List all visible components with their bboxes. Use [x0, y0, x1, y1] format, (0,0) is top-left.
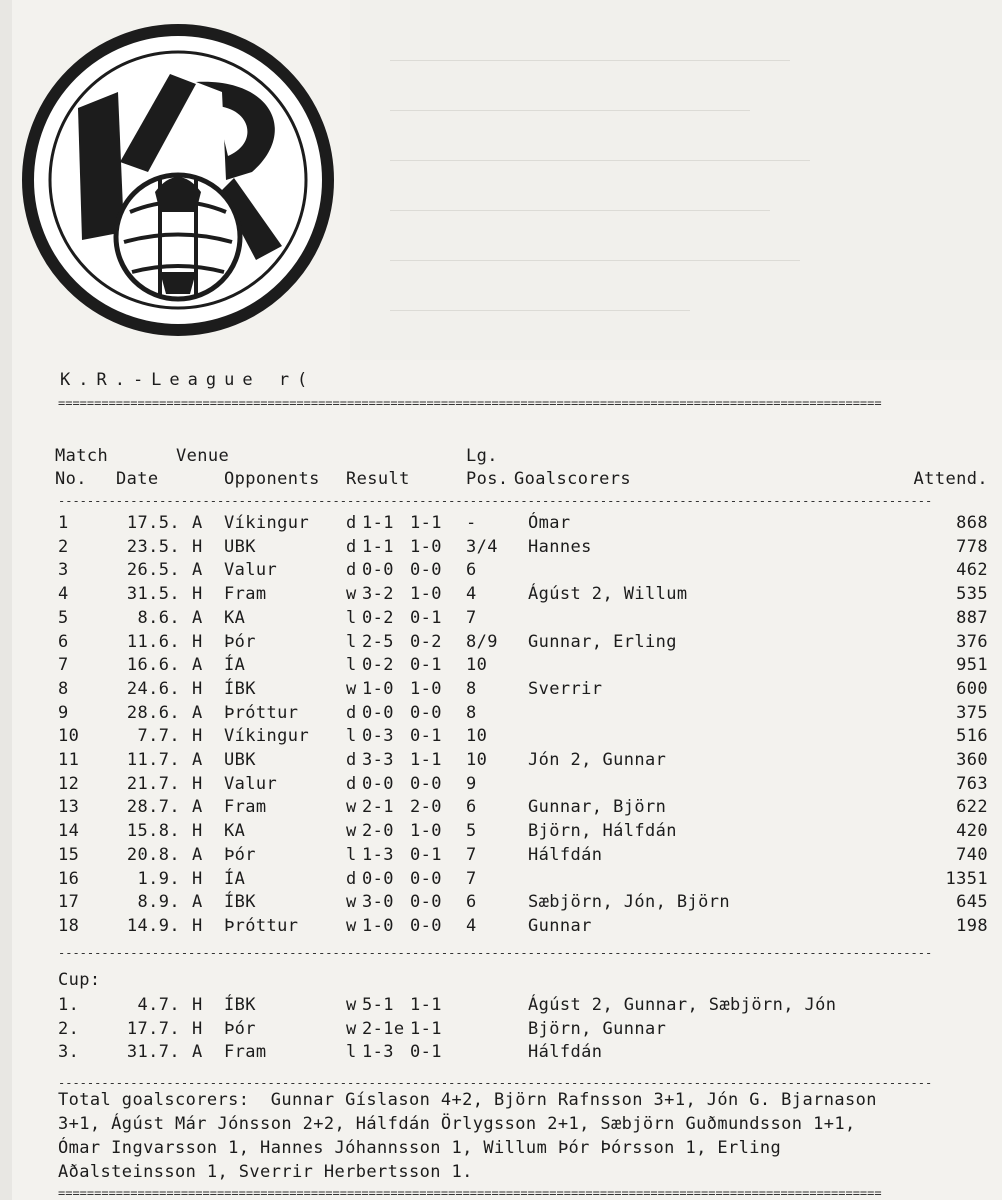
match-date: 24.6.	[126, 678, 180, 699]
attendance: 375	[956, 702, 988, 723]
goalscorers: Björn, Hálfdán	[528, 821, 677, 842]
match-date: 26.5.	[126, 560, 180, 581]
league-position: 10	[466, 726, 488, 747]
venue-code: H	[192, 995, 203, 1015]
attendance: 462	[956, 560, 988, 581]
result-code: w	[346, 584, 357, 605]
venue-code: H	[192, 1018, 203, 1039]
venue-code: H	[192, 584, 203, 605]
half-time-score: 1-1	[410, 1018, 442, 1039]
full-time-score: 5-1	[362, 995, 394, 1015]
league-position: 7	[466, 868, 477, 889]
venue-code: A	[192, 655, 203, 676]
full-time-score: 1-3	[362, 1042, 394, 1062]
match-date: 1.9.	[137, 868, 180, 889]
match-date: 15.8.	[126, 821, 180, 842]
match-date: 11.7.	[126, 750, 180, 770]
match-number: 15	[58, 844, 80, 865]
full-time-score: 0-2	[362, 655, 394, 676]
match-date: 31.5.	[126, 584, 180, 605]
league-position: 9	[466, 773, 477, 794]
total-goalscorers-line: Aðalsteinsson 1, Sverrir Herbertsson 1.	[58, 1162, 473, 1182]
half-time-score: 2-0	[410, 797, 442, 818]
half-time-score: 1-0	[410, 584, 442, 605]
opponent-name: Þór	[224, 1018, 256, 1039]
league-position: 8/9	[466, 631, 498, 652]
result-code: d	[346, 702, 357, 723]
match-number: 6	[58, 631, 69, 652]
match-number: 10	[58, 726, 80, 747]
header-goalscorers: Goalscorers	[514, 469, 631, 489]
header-venue: Venue	[176, 446, 230, 466]
page-title: K.R.-League r(	[60, 370, 316, 390]
opponent-name: Þróttur	[224, 702, 299, 723]
match-number: 5	[58, 607, 69, 628]
match-number: 14	[58, 821, 80, 842]
match-number: 2.	[58, 1018, 80, 1039]
header-opponents: Opponents	[224, 469, 320, 489]
full-time-score: 2-5	[362, 631, 394, 652]
venue-code: A	[192, 607, 203, 628]
opponent-name: Víkingur	[224, 513, 310, 533]
match-number: 18	[58, 915, 80, 936]
match-date: 21.7.	[126, 773, 180, 794]
full-time-score: 0-3	[362, 726, 394, 747]
half-time-score: 0-1	[410, 655, 442, 676]
full-time-score: 2-0	[362, 821, 394, 842]
goalscorers: Ágúst 2, Gunnar, Sæbjörn, Jón	[528, 995, 837, 1015]
league-position: -	[466, 513, 477, 533]
result-code: w	[346, 1018, 357, 1039]
result-code: d	[346, 536, 357, 557]
venue-code: A	[192, 560, 203, 581]
attendance: 420	[956, 821, 988, 842]
match-number: 13	[58, 797, 80, 818]
match-date: 28.6.	[126, 702, 180, 723]
opponent-name: Víkingur	[224, 726, 310, 747]
cup-end-rule: -------------------------------------------------------------------------------------------------------------------------	[58, 1078, 933, 1088]
attendance: 360	[956, 750, 988, 770]
match-date: 4.7.	[137, 995, 180, 1015]
result-code: w	[346, 678, 357, 699]
result-code: d	[346, 773, 357, 794]
attendance: 535	[956, 584, 988, 605]
venue-code: H	[192, 678, 203, 699]
result-code: d	[346, 513, 357, 533]
league-position: 6	[466, 797, 477, 818]
result-code: w	[346, 821, 357, 842]
attendance: 600	[956, 678, 988, 699]
venue-code: H	[192, 773, 203, 794]
half-time-score: 0-0	[410, 915, 442, 936]
half-time-score: 0-0	[410, 702, 442, 723]
match-number: 7	[58, 655, 69, 676]
league-position: 8	[466, 702, 477, 723]
total-goalscorers-line: Total goalscorers: Gunnar Gíslason 4+2, Björn Rafnsson 3+1, Jón G. Bjarnason	[58, 1090, 877, 1110]
venue-code: A	[192, 513, 203, 533]
title-double-rule: ==================================================================================================================	[58, 398, 882, 408]
match-date: 8.9.	[137, 892, 180, 913]
opponent-name: UBK	[224, 750, 256, 770]
bottom-double-rule: ==================================================================================================================	[58, 1188, 882, 1198]
half-time-score: 1-1	[410, 513, 442, 533]
header-attendance: Attend.	[913, 469, 988, 489]
half-time-score: 1-0	[410, 821, 442, 842]
result-code: w	[346, 915, 357, 936]
result-code: d	[346, 868, 357, 889]
half-time-score: 1-0	[410, 678, 442, 699]
league-position: 10	[466, 750, 488, 770]
half-time-score: 0-1	[410, 726, 442, 747]
match-date: 8.6.	[137, 607, 180, 628]
match-number: 4	[58, 584, 69, 605]
opponent-name: Þór	[224, 631, 256, 652]
half-time-score: 0-1	[410, 607, 442, 628]
league-position: 6	[466, 560, 477, 581]
league-end-rule: -------------------------------------------------------------------------------------------------------------------------	[58, 948, 933, 958]
full-time-score: 0-0	[362, 773, 394, 794]
match-number: 9	[58, 702, 69, 723]
full-time-score: 0-0	[362, 560, 394, 581]
half-time-score: 0-1	[410, 844, 442, 865]
attendance: 376	[956, 631, 988, 652]
full-time-score: 3-0	[362, 892, 394, 913]
kr-club-logo	[20, 22, 336, 338]
venue-code: A	[192, 797, 203, 818]
match-date: 28.7.	[126, 797, 180, 818]
attendance: 778	[956, 536, 988, 557]
match-number: 2	[58, 536, 69, 557]
goalscorers: Björn, Gunnar	[528, 1018, 667, 1039]
total-goalscorers-line: Ómar Ingvarsson 1, Hannes Jóhannsson 1, Willum Þór Þórsson 1, Erling	[58, 1138, 782, 1158]
attendance: 763	[956, 773, 988, 794]
match-date: 7.7.	[137, 726, 180, 747]
attendance: 645	[956, 892, 988, 913]
half-time-score: 1-1	[410, 995, 442, 1015]
full-time-score: 1-1	[362, 536, 394, 557]
full-time-score: 0-2	[362, 607, 394, 628]
result-code: l	[346, 607, 357, 628]
match-number: 12	[58, 773, 80, 794]
result-code: l	[346, 655, 357, 676]
goalscorers: Gunnar, Björn	[528, 797, 667, 818]
venue-code: H	[192, 868, 203, 889]
league-position: 6	[466, 892, 477, 913]
venue-code: A	[192, 844, 203, 865]
opponent-name: ÍBK	[224, 892, 256, 913]
goalscorers: Gunnar, Erling	[528, 631, 677, 652]
full-time-score: 1-1	[362, 513, 394, 533]
result-code: l	[346, 726, 357, 747]
attendance: 868	[956, 513, 988, 533]
half-time-score: 1-0	[410, 536, 442, 557]
result-code: l	[346, 1042, 357, 1062]
venue-code: H	[192, 915, 203, 936]
attendance: 887	[956, 607, 988, 628]
half-time-score: 0-2	[410, 631, 442, 652]
attendance: 951	[956, 655, 988, 676]
opponent-name: ÍA	[224, 655, 246, 676]
goalscorers: Jón 2, Gunnar	[528, 750, 667, 770]
venue-code: H	[192, 821, 203, 842]
full-time-score: 1-0	[362, 678, 394, 699]
opponent-name: KA	[224, 607, 246, 628]
full-time-score: 1-3	[362, 844, 394, 865]
bleed-through-area	[350, 0, 1002, 360]
result-code: l	[346, 631, 357, 652]
goalscorers: Ágúst 2, Willum	[528, 584, 688, 605]
opponent-name: Valur	[224, 773, 278, 794]
full-time-score: 2-1e	[362, 1018, 405, 1039]
goalscorers: Gunnar	[528, 915, 592, 936]
scan-margin	[0, 0, 12, 1200]
header-no: No.	[55, 469, 87, 489]
header-lg: Lg.	[466, 446, 498, 466]
header-result: Result	[346, 469, 410, 489]
result-code: d	[346, 560, 357, 581]
league-position: 10	[466, 655, 488, 676]
match-date: 23.5.	[126, 536, 180, 557]
half-time-score: 0-1	[410, 1042, 442, 1062]
goalscorers: Hannes	[528, 536, 592, 557]
full-time-score: 2-1	[362, 797, 394, 818]
full-time-score: 3-3	[362, 750, 394, 770]
match-date: 20.8.	[126, 844, 180, 865]
result-code: l	[346, 844, 357, 865]
attendance: 516	[956, 726, 988, 747]
league-position: 3/4	[466, 536, 498, 557]
half-time-score: 0-0	[410, 892, 442, 913]
goalscorers: Ómar	[528, 513, 571, 533]
match-number: 1.	[58, 995, 80, 1015]
attendance: 1351	[945, 868, 988, 889]
attendance: 622	[956, 797, 988, 818]
league-position: 8	[466, 678, 477, 699]
venue-code: A	[192, 892, 203, 913]
full-time-score: 0-0	[362, 868, 394, 889]
opponent-name: ÍBK	[224, 995, 256, 1015]
result-code: w	[346, 892, 357, 913]
cup-heading: Cup:	[58, 970, 101, 990]
league-position: 5	[466, 821, 477, 842]
match-date: 16.6.	[126, 655, 180, 676]
opponent-name: UBK	[224, 536, 256, 557]
result-code: d	[346, 750, 357, 770]
half-time-score: 1-1	[410, 750, 442, 770]
opponent-name: Fram	[224, 584, 267, 605]
goalscorers: Sverrir	[528, 678, 603, 699]
header-pos: Pos.	[466, 469, 509, 489]
half-time-score: 0-0	[410, 773, 442, 794]
attendance: 198	[956, 915, 988, 936]
opponent-name: Þór	[224, 844, 256, 865]
opponent-name: KA	[224, 821, 246, 842]
venue-code: H	[192, 631, 203, 652]
opponent-name: Valur	[224, 560, 278, 581]
match-number: 11	[58, 750, 80, 770]
match-number: 1	[58, 513, 69, 533]
venue-code: H	[192, 726, 203, 747]
full-time-score: 0-0	[362, 702, 394, 723]
match-number: 16	[58, 868, 80, 889]
attendance: 740	[956, 844, 988, 865]
full-time-score: 1-0	[362, 915, 394, 936]
full-time-score: 3-2	[362, 584, 394, 605]
half-time-score: 0-0	[410, 560, 442, 581]
match-date: 31.7.	[126, 1042, 180, 1062]
opponent-name: ÍBK	[224, 678, 256, 699]
match-number: 17	[58, 892, 80, 913]
goalscorers: Sæbjörn, Jón, Björn	[528, 892, 731, 913]
header-date: Date	[116, 469, 159, 489]
venue-code: A	[192, 750, 203, 770]
opponent-name: Fram	[224, 797, 267, 818]
opponent-name: Fram	[224, 1042, 267, 1062]
opponent-name: Þróttur	[224, 915, 299, 936]
venue-code: H	[192, 536, 203, 557]
match-number: 3.	[58, 1042, 80, 1062]
goalscorers: Hálfdán	[528, 1042, 603, 1062]
venue-code: A	[192, 702, 203, 723]
opponent-name: ÍA	[224, 868, 246, 889]
league-position: 7	[466, 607, 477, 628]
match-number: 3	[58, 560, 69, 581]
total-goalscorers-line: 3+1, Ágúst Már Jónsson 2+2, Hálfdán Örlygsson 2+1, Sæbjörn Guðmundsson 1+1,	[58, 1114, 856, 1134]
half-time-score: 0-0	[410, 868, 442, 889]
match-date: 14.9.	[126, 915, 180, 936]
match-date: 11.6.	[126, 631, 180, 652]
venue-code: A	[192, 1042, 203, 1062]
match-date: 17.5.	[126, 513, 180, 533]
header-match: Match	[55, 446, 109, 466]
league-position: 7	[466, 844, 477, 865]
league-position: 4	[466, 915, 477, 936]
match-date: 17.7.	[126, 1018, 180, 1039]
league-position: 4	[466, 584, 477, 605]
result-code: w	[346, 797, 357, 818]
header-rule: -------------------------------------------------------------------------------------------------------------------------	[58, 496, 933, 506]
match-number: 8	[58, 678, 69, 699]
goalscorers: Hálfdán	[528, 844, 603, 865]
result-code: w	[346, 995, 357, 1015]
